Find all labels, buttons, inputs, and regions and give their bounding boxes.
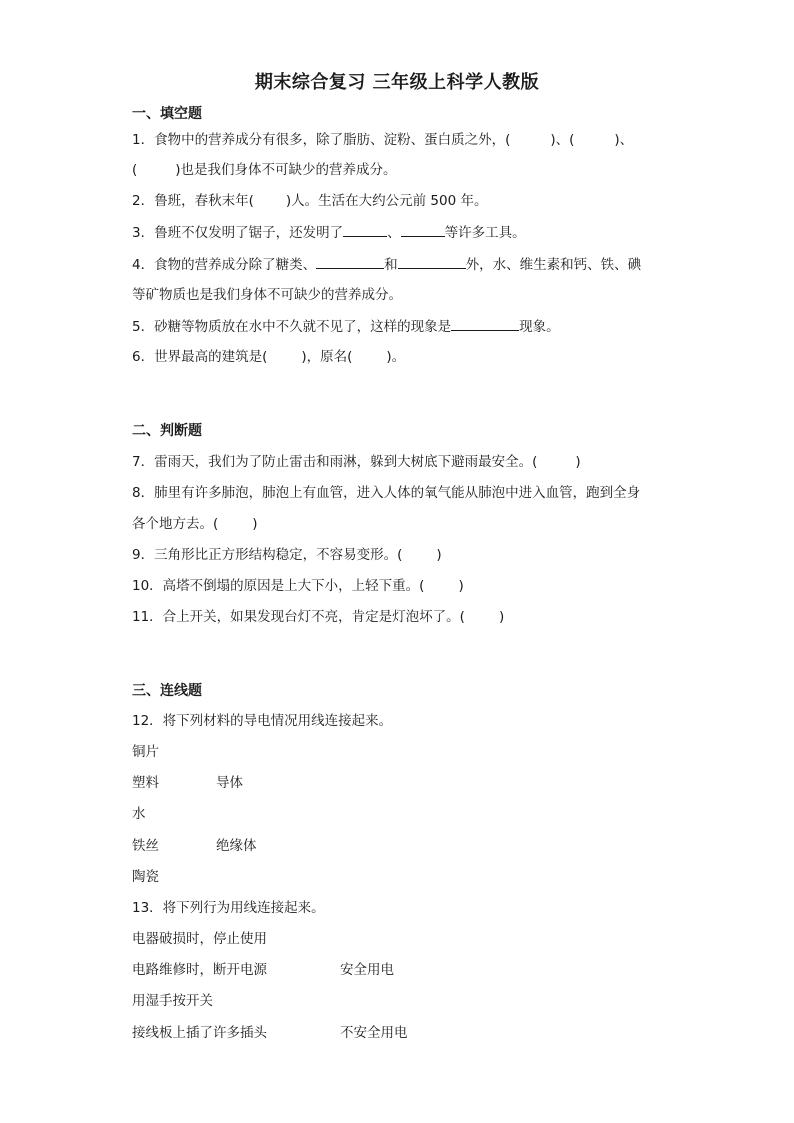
question-3: 3．鲁班不仅发明了锯子，还发明了 、 等许多工具。 <box>132 222 526 243</box>
question-8-line-2: 各个地方去。( ) <box>132 516 258 532</box>
match-item-left[interactable]: 水 <box>132 806 146 822</box>
answer-blank[interactable] <box>316 254 384 269</box>
question-10: 10．高塔不倒塌的原因是上大下小，上轻下重。( ) <box>132 578 464 594</box>
match-item-left[interactable]: 用湿手按开关 <box>132 993 213 1009</box>
match-item-left[interactable]: 接线板上插了许多插头 <box>132 1025 267 1041</box>
answer-blank[interactable] <box>401 222 445 237</box>
section-heading-match: 三、连线题 <box>132 683 202 699</box>
section-heading-fill: 一、填空题 <box>132 106 202 122</box>
match-item-left[interactable]: 铜片 <box>132 744 159 760</box>
question-11: 11．合上开关，如果发现台灯不亮，肯定是灯泡坏了。( ) <box>132 609 505 625</box>
match-item-right[interactable]: 不安全用电 <box>340 1025 408 1041</box>
question-5: 5．砂糖等物质放在水中不久就不见了，这样的现象是 现象。 <box>132 316 560 337</box>
question-1-line-1: 1．食物中的营养成分有很多，除了脂肪、淀粉、蛋白质之外，( )、( )、 <box>132 132 634 148</box>
question-7: 7．雷雨天，我们为了防止雷击和雨淋，躲到大树底下避雨最安全。( ) <box>132 454 581 470</box>
question-4-line-2: 等矿物质也是我们身体不可缺少的营养成分。 <box>132 287 402 303</box>
match-item-right[interactable]: 绝缘体 <box>216 838 257 854</box>
question-8-line-1: 8．肺里有许多肺泡，肺泡上有血管，进入人体的氧气能从肺泡中进入血管，跑到全身 <box>132 485 641 501</box>
question-12: 12．将下列材料的导电情况用线连接起来。 <box>132 713 393 729</box>
answer-blank[interactable] <box>451 316 519 331</box>
question-6: 6．世界最高的建筑是( )，原名( )。 <box>132 349 406 365</box>
match-item-right[interactable]: 导体 <box>216 775 243 791</box>
section-heading-judge: 二、判断题 <box>132 423 202 439</box>
match-item-right[interactable]: 安全用电 <box>340 962 394 978</box>
match-item-left[interactable]: 塑料 <box>132 775 159 791</box>
page-title: 期末综合复习 三年级上科学人教版 <box>254 72 540 93</box>
match-item-left[interactable]: 铁丝 <box>132 838 159 854</box>
answer-blank[interactable] <box>343 222 387 237</box>
match-item-left[interactable]: 陶瓷 <box>132 869 159 885</box>
answer-blank[interactable] <box>398 254 466 269</box>
question-13: 13．将下列行为用线连接起来。 <box>132 900 325 916</box>
question-9: 9．三角形比正方形结构稳定，不容易变形。( ) <box>132 547 442 563</box>
question-1-line-2: ( )也是我们身体不可缺少的营养成分。 <box>132 162 397 178</box>
question-4-line-1: 4．食物的营养成分除了糖类、 和 外，水、维生素和钙、铁、碘 <box>132 254 641 275</box>
question-2: 2．鲁班，春秋末年( )人。生活在大约公元前 500 年。 <box>132 193 488 209</box>
match-item-left[interactable]: 电器破损时，停止使用 <box>132 931 267 947</box>
match-item-left[interactable]: 电路维修时，断开电源 <box>132 962 267 978</box>
